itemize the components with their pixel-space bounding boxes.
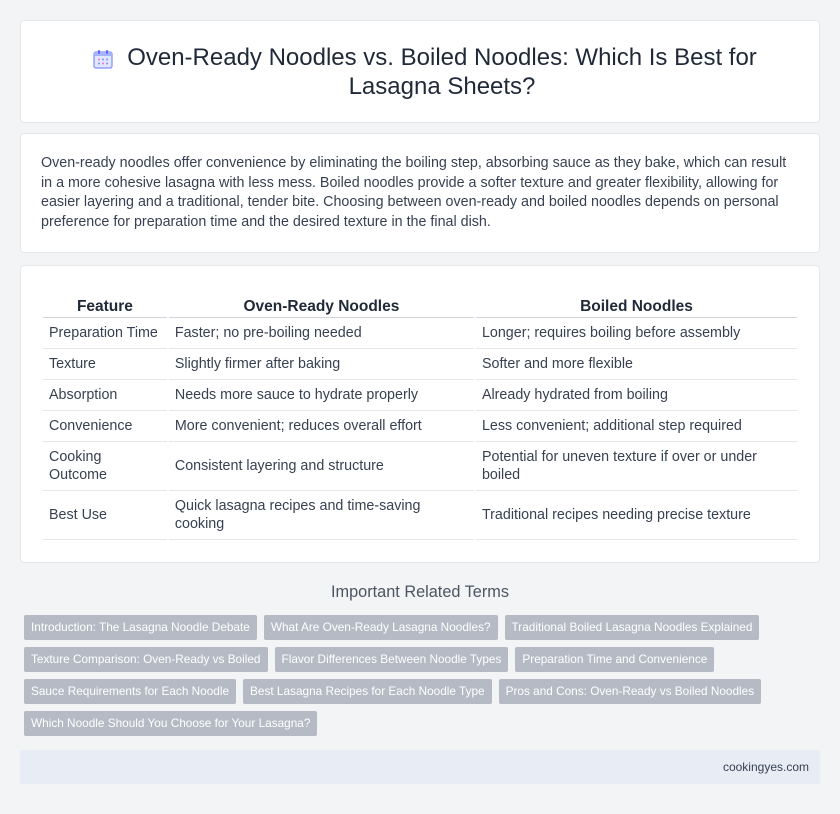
related-term-tag[interactable]: Flavor Differences Between Noodle Types: [275, 647, 509, 672]
related-term-tag[interactable]: Texture Comparison: Oven-Ready vs Boiled: [24, 647, 268, 672]
feature-cell: Best Use: [43, 491, 167, 540]
oven-ready-cell: More convenient; reduces overall effort: [169, 411, 474, 442]
related-term-tag[interactable]: Sauce Requirements for Each Noodle: [24, 679, 236, 704]
boiled-cell: Potential for uneven texture if over or under boiled: [476, 442, 797, 491]
boiled-cell: Softer and more flexible: [476, 349, 797, 380]
feature-cell: Absorption: [43, 380, 167, 411]
page-title: Oven-Ready Noodles vs. Boiled Noodles: Which Is Best for Lasagna Sheets?: [127, 43, 757, 100]
table-row: [43, 380, 797, 411]
table-row: [43, 349, 797, 380]
feature-cell: Preparation Time: [43, 318, 167, 349]
header-feature: Feature: [43, 296, 167, 318]
feature-cell: Cooking Outcome: [43, 442, 167, 491]
related-term-tag[interactable]: Which Noodle Should You Choose for Your Lasagna?: [24, 711, 317, 736]
oven-ready-cell: Quick lasagna recipes and time-saving cooking: [169, 491, 474, 540]
related-term-tag[interactable]: Pros and Cons: Oven-Ready vs Boiled Noodles: [499, 679, 762, 704]
related-term-tag[interactable]: What Are Oven-Ready Lasagna Noodles?: [264, 615, 498, 640]
related-terms-list: [24, 615, 824, 743]
oven-ready-cell: Needs more sauce to hydrate properly: [169, 380, 474, 411]
footer-site-link[interactable]: cookingyes.com: [722, 760, 809, 774]
table-row: [43, 491, 797, 540]
footer: [20, 750, 820, 784]
related-term-tag[interactable]: Preparation Time and Convenience: [515, 647, 714, 672]
table-row: [43, 318, 797, 349]
table-row: [43, 442, 797, 491]
comparison-table-card: [20, 265, 820, 563]
header-boiled: Boiled Noodles: [476, 296, 797, 318]
oven-ready-cell: Consistent layering and structure: [169, 442, 474, 491]
boiled-cell: Less convenient; additional step required: [476, 411, 797, 442]
oven-ready-cell: Faster; no pre-boiling needed: [169, 318, 474, 349]
boiled-cell: Traditional recipes needing precise texture: [476, 491, 797, 540]
summary-card: [20, 133, 820, 253]
oven-ready-cell: Slightly firmer after baking: [169, 349, 474, 380]
feature-cell: Convenience: [43, 411, 167, 442]
table-row: [43, 411, 797, 442]
boiled-cell: Longer; requires boiling before assembly: [476, 318, 797, 349]
related-term-tag[interactable]: Introduction: The Lasagna Noodle Debate: [24, 615, 257, 640]
related-term-tag[interactable]: Best Lasagna Recipes for Each Noodle Type: [243, 679, 492, 704]
comparison-table: [41, 296, 799, 540]
header-card: [20, 20, 820, 123]
header-oven-ready: Oven-Ready Noodles: [169, 296, 474, 318]
related-term-tag[interactable]: Traditional Boiled Lasagna Noodles Explained: [505, 615, 760, 640]
related-terms-title: Important Related Terms: [331, 583, 509, 601]
boiled-cell: Already hydrated from boiling: [476, 380, 797, 411]
table-header-row: [43, 296, 797, 318]
summary-text: Oven-ready noodles offer convenience by eliminating the boiling step, absorbing sauce as they bake, which can result in a more cohesive lasagna with less mess. Boiled noodles provide a softer texture and greater flexibility, allowing for easier layering and a traditional, tender bite. Choosing between oven-ready and boiled noodles depends on personal preference for preparation time and the desired texture in the final dish.: [41, 155, 787, 230]
feature-cell: Texture: [43, 349, 167, 380]
